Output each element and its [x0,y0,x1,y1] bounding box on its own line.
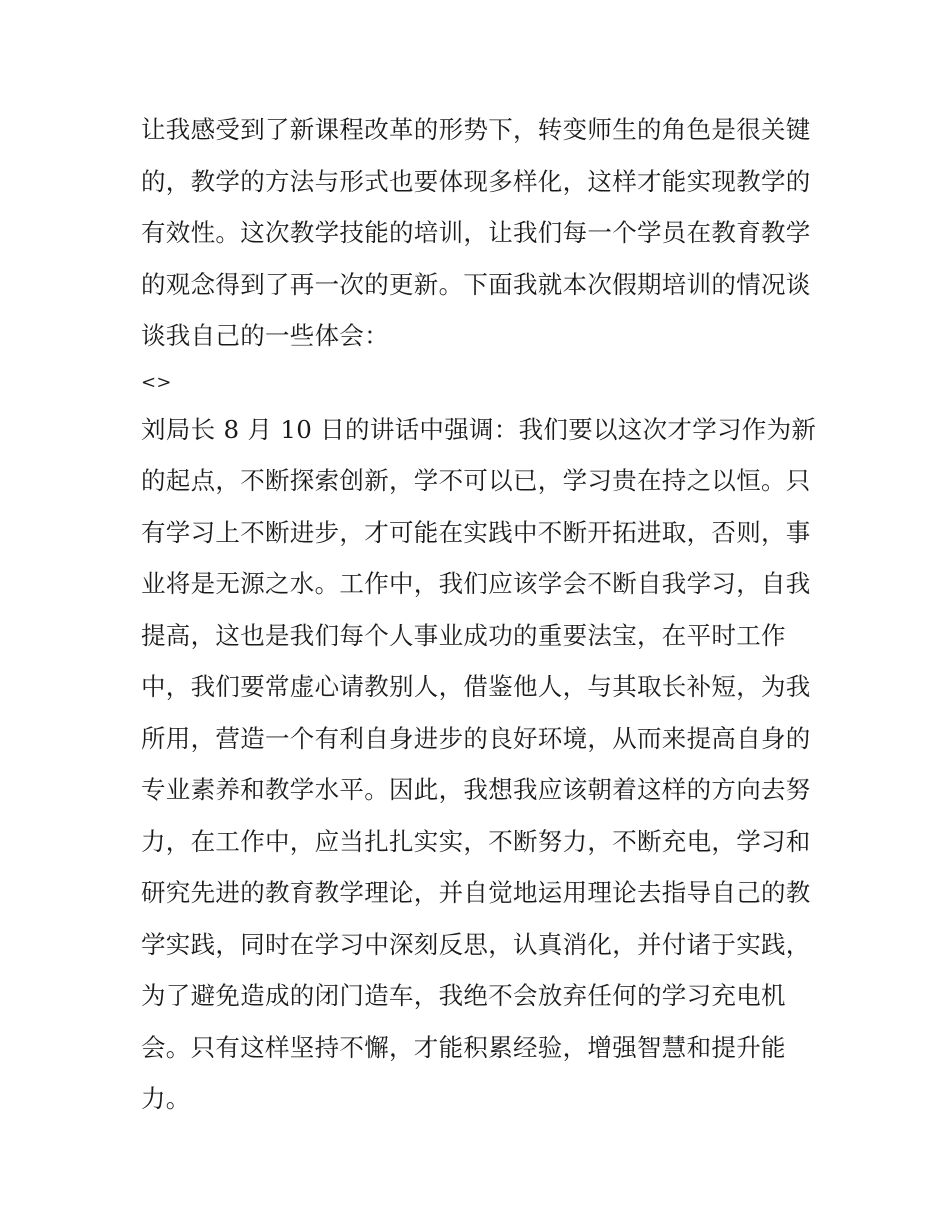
paragraph-1 [141,104,831,362]
paragraph-2 [141,404,831,1125]
text-line: 有学习上不断进步，才可能在实践中不断开拓进取，否则，事 [141,517,811,547]
section-marker: <> [141,371,172,393]
text-line: 提高，这也是我们每个人事业成功的重要法宝，在平时工作 [141,620,786,650]
text-line: 力。 [141,1084,191,1113]
text-line: 的，教学的方法与形式也要体现多样化，这样才能实现教学的 [141,166,811,196]
text-line: 业将是无源之水。工作中，我们应该学会不断自我学习，自我 [141,569,811,598]
text-line: 专业素养和教学水平。因此，我想我应该朝着这样的方向去努 [141,775,811,804]
text-line: 让我感受到了新课程改革的形势下，转变师生的角色是很关键 [141,115,811,144]
text-line: 刘局长 8 月 10 日的讲话中强调：我们要以这次才学习作为新 [141,414,817,444]
text-line: 力，在工作中，应当扎扎实实，不断努力，不断充电，学习和 [141,826,811,856]
text-line: 有效性。这次教学技能的培训，让我们每一个学员在教育教学 [141,218,811,247]
text-line: 学实践，同时在学习中深刻反思，认真消化，并付诸于实践， [141,929,811,959]
text-line: 为了避免造成的闭门造车，我绝不会放弃任何的学习充电机 [141,981,786,1010]
text-line: 的起点，不断探索创新，学不可以已，学习贵在持之以恒。只 [141,466,811,495]
text-line: 研究先进的教育教学理论，并自觉地运用理论去指导自己的教 [141,878,811,907]
text-line: 中，我们要常虚心请教别人，借鉴他人，与其取长补短，为我 [141,672,811,701]
document-body [141,104,831,1125]
text-line: 谈我自己的一些体会： [141,321,389,350]
text-line: 所用，营造一个有利自身进步的良好环境，从而来提高自身的 [141,723,811,753]
text-line: 会。只有这样坚持不懈，才能积累经验，增强智慧和提升能 [141,1032,786,1062]
text-line: 的观念得到了再一次的更新。下面我就本次假期培训的情况谈 [141,269,811,299]
